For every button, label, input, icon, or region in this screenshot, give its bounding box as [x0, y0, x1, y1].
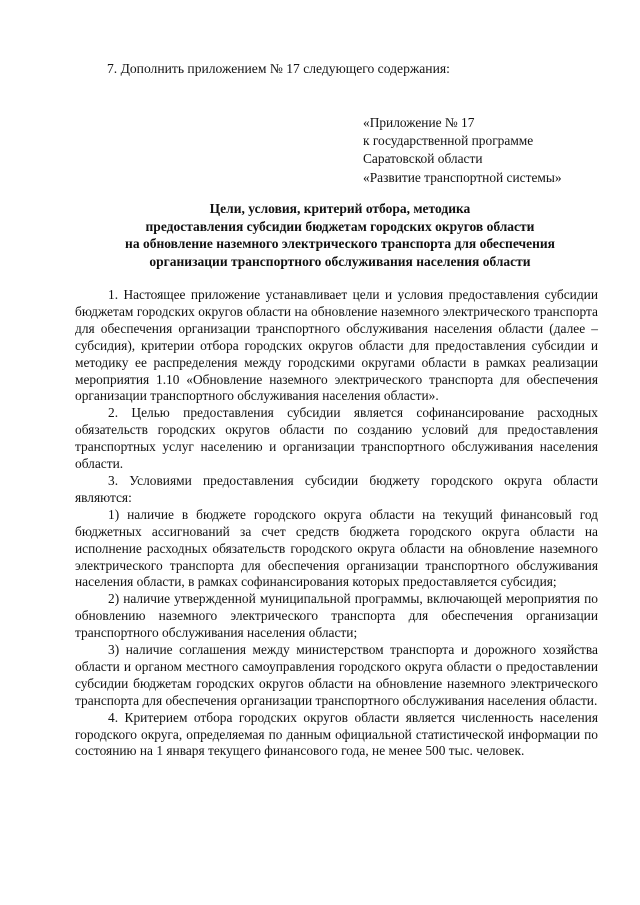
condition-1: 1) наличие в бюджете городского округа области на текущий финансовый год бюджетных ассигнований за счет средств бюджета городского округа области на исполнение расходных обязательств городского округа области на обновление наземного электрического транспорта для обеспечения организации транспортного обслуживания населения области, в рамках софинансирования которых предоставляется субсидия;: [75, 506, 598, 590]
condition-3: 3) наличие соглашения между министерством транспорта и дорожного хозяйства области и органом местного самоуправления городского округа области о предоставлении субсидии бюджетам городских округов области на обновление наземного электрического транспорта для обеспечения организации транспортного обслуживания населения области.: [75, 642, 598, 708]
paragraph-3: 3. Условиями предоставления субсидии бюджету городского округа области являются:: [75, 472, 598, 505]
appendix-program-name: «Развитие транспортной системы»: [363, 169, 562, 185]
document-body: [75, 287, 598, 760]
paragraph-1: 1. Настоящее приложение устанавливает цели и условия предоставления субсидии бюджетам городских округов области на обновление наземного электрического транспорта для обеспечения организации транспортного обслуживания населения области (далее – субсидия), критерии отбора городских округов области для предоставления субсидии и методику ее распределения между городскими округами области в рамках реализации мероприятия 1.10 «Обновление наземного электрического транспорта для обеспечения организации транспортного обслуживания населения области».: [75, 287, 598, 404]
paragraph-4: 4. Критерием отбора городских округов области является численность населения городского округа, определяемая по данным официальной статистической информации по состоянию на 1 января текущего финансового года, не менее 500 тыс. человек.: [75, 709, 598, 759]
appendix-region: Саратовской области: [363, 151, 483, 167]
title-line: Цели, условия, критерий отбора, методика: [209, 201, 471, 216]
appendix-number: «Приложение № 17: [363, 115, 475, 130]
document-title: [60, 200, 620, 270]
appendix-header: [363, 114, 562, 187]
title-line: организации транспортного обслуживания населения области: [149, 253, 531, 269]
title-line: предоставления субсидии бюджетам городских округов области: [145, 218, 535, 234]
condition-2: 2) наличие утвержденной муниципальной программы, включающей мероприятия по обновлению наземного электрического транспорта для обеспечения организации транспортного обслуживания населения области;: [75, 591, 598, 641]
amendment-instruction: 7. Дополнить приложением № 17 следующего содержания:: [107, 61, 450, 76]
appendix-program-ref: к государственной программе: [363, 133, 534, 149]
paragraph-2: 2. Целью предоставления субсидии является софинансирование расходных обязательств городских округов области по созданию условий для предоставления транспортных услуг населению и организации транспортного обслуживания населения области.: [75, 405, 598, 472]
title-line: на обновление наземного электрического транспорта для обеспечения: [125, 236, 555, 252]
